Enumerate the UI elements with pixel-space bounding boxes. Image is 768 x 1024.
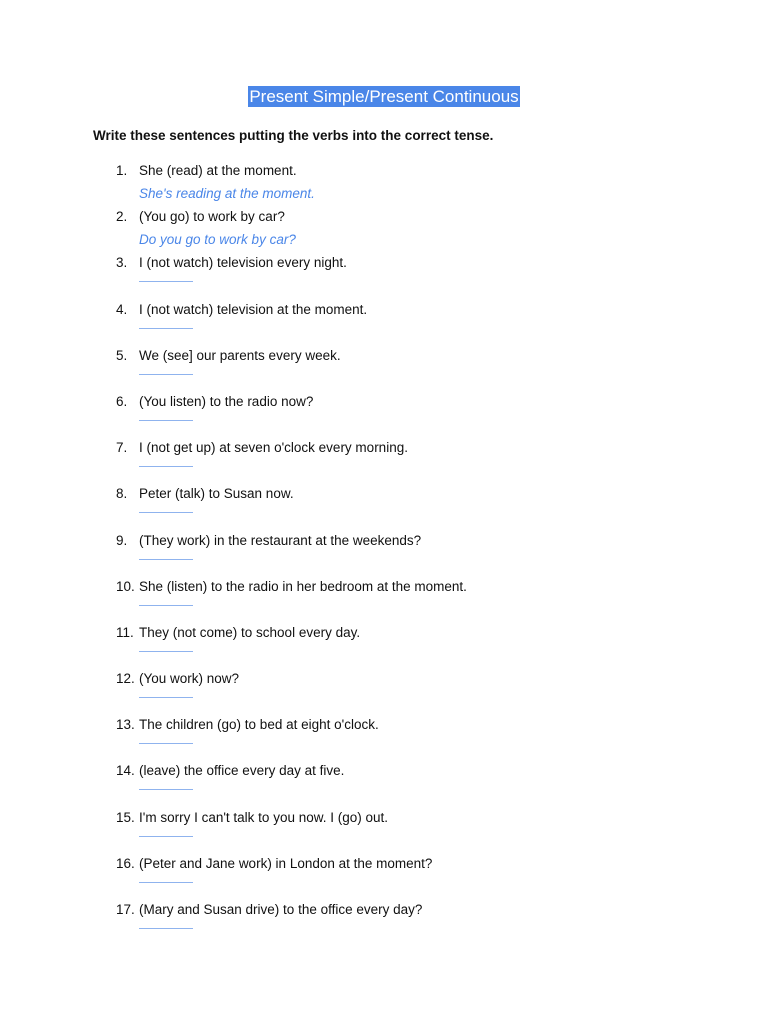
exercise-prompt: They (not come) to school every day.	[139, 624, 361, 640]
exercise-prompt: She (read) at the moment.	[139, 163, 297, 178]
answer-blank-line[interactable]	[139, 466, 193, 467]
answer-blank-line[interactable]	[139, 328, 193, 329]
exercise-number: 3.	[116, 255, 128, 271]
exercise-answer: She's reading at the moment.	[139, 186, 315, 201]
exercise-prompt: I'm sorry I can't talk to you now. I (go) out.	[139, 809, 389, 825]
exercise-item	[0, 439, 768, 485]
exercise-item	[0, 578, 768, 624]
exercise-number: 10.	[116, 578, 135, 594]
answer-blank-line[interactable]	[139, 789, 193, 790]
answer-blank-line[interactable]	[139, 374, 193, 375]
exercise-number: 17.	[116, 902, 135, 917]
exercise-answer: Do you go to work by car?	[139, 232, 296, 248]
exercise-list	[0, 162, 768, 947]
exercise-item	[0, 532, 768, 578]
exercise-number: 14.	[116, 763, 135, 779]
exercise-item	[0, 208, 768, 254]
exercise-prompt: (leave) the office every day at five.	[139, 763, 345, 779]
exercise-item	[0, 347, 768, 393]
exercise-number: 16.	[116, 855, 135, 871]
exercise-number: 4.	[116, 301, 128, 317]
exercise-prompt: I (not get up) at seven o'clock every morning.	[139, 440, 408, 456]
exercise-prompt: Peter (talk) to Susan now.	[139, 486, 294, 502]
answer-blank-line[interactable]	[139, 928, 193, 929]
exercise-prompt: (They work) in the restaurant at the weekends?	[139, 532, 422, 548]
exercise-item	[0, 254, 768, 300]
exercise-prompt: (You go) to work by car?	[139, 209, 285, 225]
answer-blank-line[interactable]	[139, 512, 193, 513]
exercise-prompt: (Peter and Jane work) in London at the moment?	[139, 855, 433, 871]
exercise-item	[0, 301, 768, 347]
exercise-number: 13.	[116, 717, 135, 733]
answer-blank-line[interactable]	[139, 882, 193, 883]
answer-blank-line[interactable]	[139, 605, 193, 606]
answer-blank-line[interactable]	[139, 651, 193, 652]
exercise-item	[0, 809, 768, 855]
answer-blank-line[interactable]	[139, 281, 193, 282]
exercise-number: 2.	[116, 209, 128, 225]
answer-blank-line[interactable]	[139, 559, 193, 560]
title-container	[0, 86, 768, 107]
exercise-item	[0, 716, 768, 762]
exercise-item	[0, 624, 768, 670]
exercise-item	[0, 901, 768, 947]
answer-blank-line[interactable]	[139, 697, 193, 698]
answer-blank-line[interactable]	[139, 836, 193, 837]
exercise-number: 15.	[116, 809, 135, 825]
exercise-prompt: (Mary and Susan drive) to the office every day?	[139, 902, 423, 917]
exercise-number: 8.	[116, 486, 128, 502]
exercise-prompt: She (listen) to the radio in her bedroom at the moment.	[139, 578, 467, 594]
exercise-number: 5.	[116, 347, 128, 363]
page-title: Present Simple/Present Continuous	[249, 87, 519, 106]
answer-blank-line[interactable]	[139, 743, 193, 744]
exercise-item	[0, 855, 768, 901]
exercise-item	[0, 670, 768, 716]
exercise-number: 11.	[116, 624, 134, 640]
exercise-item	[0, 162, 768, 208]
exercise-prompt: (You listen) to the radio now?	[139, 393, 314, 409]
answer-blank-line[interactable]	[139, 420, 193, 421]
exercise-item	[0, 485, 768, 531]
exercise-number: 7.	[116, 440, 128, 456]
exercise-item	[0, 393, 768, 439]
exercise-number: 1.	[116, 163, 128, 178]
exercise-item	[0, 762, 768, 808]
exercise-prompt: (You work) now?	[139, 671, 240, 687]
exercise-prompt: I (not watch) television every night.	[139, 255, 347, 271]
exercise-prompt: We (see] our parents every week.	[139, 347, 341, 363]
exercise-number: 6.	[116, 393, 128, 409]
exercise-prompt: The children (go) to bed at eight o'clock.	[139, 717, 379, 733]
exercise-number: 9.	[116, 532, 128, 548]
instructions-text: Write these sentences putting the verbs into the correct tense.	[93, 128, 494, 143]
exercise-prompt: I (not watch) television at the moment.	[139, 301, 368, 317]
exercise-number: 12.	[116, 671, 135, 687]
